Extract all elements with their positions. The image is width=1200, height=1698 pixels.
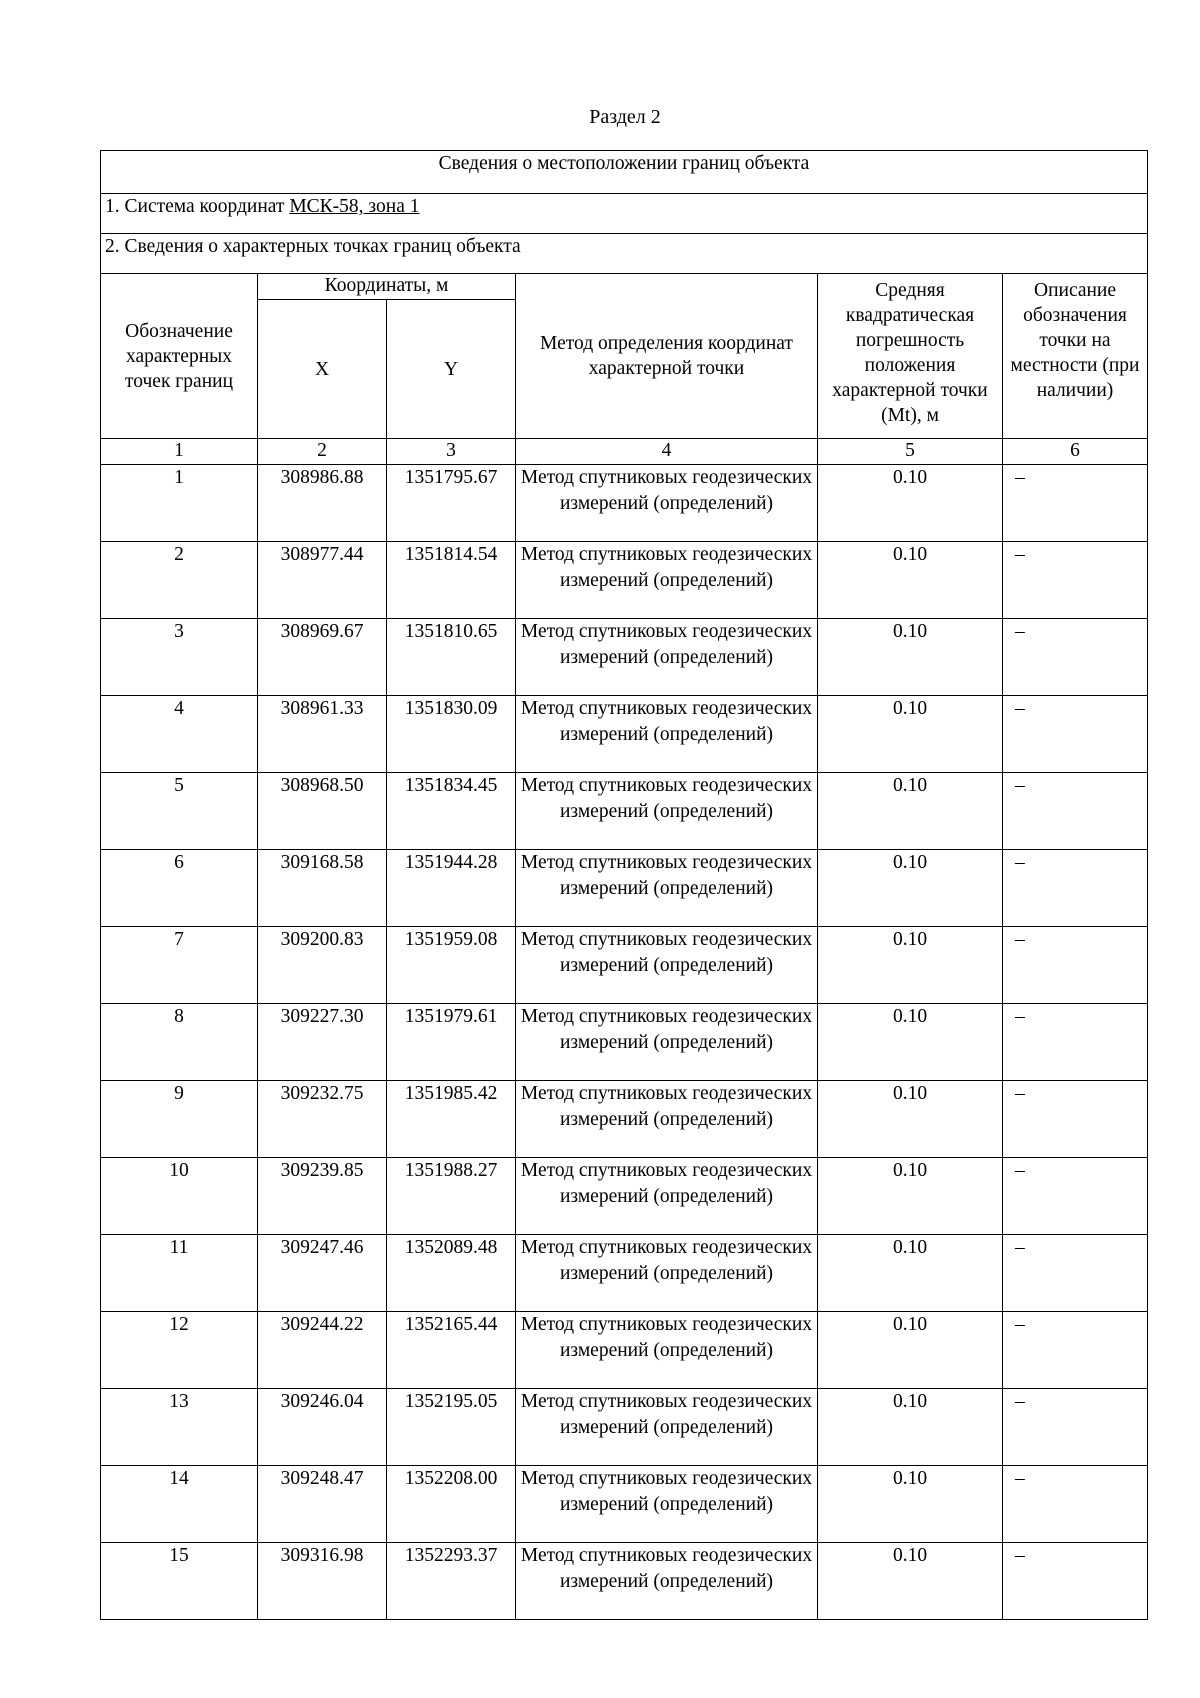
method-cell: Метод спутниковых геодезических измерений (определений) [516, 773, 818, 850]
point-number-cell: 9 [101, 1081, 258, 1158]
y-coordinate-cell: 1351814.54 [387, 542, 516, 619]
header-designation: Обозначение характерных точек границ [101, 274, 258, 439]
point-number-cell: 14 [101, 1466, 258, 1543]
description-cell: – [1003, 1543, 1148, 1620]
x-coordinate-cell: 309247.46 [258, 1235, 387, 1312]
x-coordinate-cell: 309316.98 [258, 1543, 387, 1620]
x-coordinate-cell: 309232.75 [258, 1081, 387, 1158]
table-row [101, 1466, 1148, 1543]
error-cell: 0.10 [818, 619, 1003, 696]
x-coordinate-cell: 308977.44 [258, 542, 387, 619]
error-cell: 0.10 [818, 1235, 1003, 1312]
x-coordinate-cell: 309248.47 [258, 1466, 387, 1543]
y-coordinate-cell: 1351795.67 [387, 465, 516, 542]
section-title: Раздел 2 [589, 106, 661, 128]
point-number-cell: 4 [101, 696, 258, 773]
y-coordinate-cell: 1351830.09 [387, 696, 516, 773]
y-coordinate-cell: 1351985.42 [387, 1081, 516, 1158]
header-x: X [258, 300, 387, 439]
description-cell: – [1003, 1158, 1148, 1235]
y-coordinate-cell: 1351959.08 [387, 927, 516, 1004]
point-number-cell: 15 [101, 1543, 258, 1620]
table-row [101, 1235, 1148, 1312]
method-cell: Метод спутниковых геодезических измерений (определений) [516, 927, 818, 1004]
table-row [101, 1081, 1148, 1158]
table-row [101, 619, 1148, 696]
method-cell: Метод спутниковых геодезических измерений (определений) [516, 850, 818, 927]
table-row [101, 1004, 1148, 1081]
table-row [101, 1389, 1148, 1466]
description-cell: – [1003, 1235, 1148, 1312]
description-cell: – [1003, 1312, 1148, 1389]
header-error: Средняя квадратическая погрешность положения характерной точки (Mt), м [818, 274, 1003, 439]
y-coordinate-cell: 1352293.37 [387, 1543, 516, 1620]
x-coordinate-cell: 309200.83 [258, 927, 387, 1004]
table-row [101, 465, 1148, 542]
table-row [101, 1543, 1148, 1620]
boundary-points-table [100, 150, 1148, 1620]
x-coordinate-cell: 309168.58 [258, 850, 387, 927]
y-coordinate-cell: 1351944.28 [387, 850, 516, 927]
x-coordinate-cell: 308986.88 [258, 465, 387, 542]
column-number: 6 [1003, 439, 1148, 465]
table-row [101, 696, 1148, 773]
error-cell: 0.10 [818, 542, 1003, 619]
x-coordinate-cell: 308968.50 [258, 773, 387, 850]
point-number-cell: 3 [101, 619, 258, 696]
description-cell: – [1003, 696, 1148, 773]
point-number-cell: 12 [101, 1312, 258, 1389]
method-cell: Метод спутниковых геодезических измерений (определений) [516, 1004, 818, 1081]
table-row [101, 773, 1148, 850]
column-number-row [101, 439, 1148, 465]
error-cell: 0.10 [818, 1466, 1003, 1543]
description-cell: – [1003, 1466, 1148, 1543]
x-coordinate-cell: 309239.85 [258, 1158, 387, 1235]
column-number: 1 [101, 439, 258, 465]
x-coordinate-cell: 309227.30 [258, 1004, 387, 1081]
description-cell: – [1003, 1081, 1148, 1158]
x-coordinate-cell: 309244.22 [258, 1312, 387, 1389]
method-cell: Метод спутниковых геодезических измерений (определений) [516, 1158, 818, 1235]
y-coordinate-cell: 1352195.05 [387, 1389, 516, 1466]
method-cell: Метод спутниковых геодезических измерений (определений) [516, 619, 818, 696]
error-cell: 0.10 [818, 1004, 1003, 1081]
column-number: 5 [818, 439, 1003, 465]
x-coordinate-cell: 308961.33 [258, 696, 387, 773]
error-cell: 0.10 [818, 1389, 1003, 1466]
point-number-cell: 2 [101, 542, 258, 619]
error-cell: 0.10 [818, 696, 1003, 773]
header-y: Y [387, 300, 516, 439]
error-cell: 0.10 [818, 773, 1003, 850]
coordinate-system-value: МСК-58, зона 1 [289, 196, 420, 217]
y-coordinate-cell: 1352208.00 [387, 1466, 516, 1543]
description-cell: – [1003, 1389, 1148, 1466]
header-method: Метод определения координат характерной точки [516, 274, 818, 439]
points-heading: 2. Сведения о характерных точках границ объекта [101, 234, 1148, 274]
coordinate-system-label: 1. Система координат [105, 196, 290, 217]
point-number-cell: 6 [101, 850, 258, 927]
table-row [101, 927, 1148, 1004]
point-number-cell: 1 [101, 465, 258, 542]
header-coordinates: Координаты, м [258, 274, 516, 300]
y-coordinate-cell: 1351810.65 [387, 619, 516, 696]
error-cell: 0.10 [818, 1312, 1003, 1389]
error-cell: 0.10 [818, 1158, 1003, 1235]
description-cell: – [1003, 542, 1148, 619]
column-number: 4 [516, 439, 818, 465]
description-cell: – [1003, 1004, 1148, 1081]
description-cell: – [1003, 773, 1148, 850]
column-number: 3 [387, 439, 516, 465]
method-cell: Метод спутниковых геодезических измерений (определений) [516, 1081, 818, 1158]
point-number-cell: 13 [101, 1389, 258, 1466]
point-number-cell: 5 [101, 773, 258, 850]
y-coordinate-cell: 1352165.44 [387, 1312, 516, 1389]
description-cell: – [1003, 850, 1148, 927]
description-cell: – [1003, 619, 1148, 696]
error-cell: 0.10 [818, 1543, 1003, 1620]
table-row [101, 1158, 1148, 1235]
error-cell: 0.10 [818, 465, 1003, 542]
table-row [101, 542, 1148, 619]
point-number-cell: 8 [101, 1004, 258, 1081]
coordinate-system-row [101, 194, 1148, 234]
x-coordinate-cell: 308969.67 [258, 619, 387, 696]
table-row [101, 1312, 1148, 1389]
point-number-cell: 11 [101, 1235, 258, 1312]
error-cell: 0.10 [818, 927, 1003, 1004]
column-number: 2 [258, 439, 387, 465]
y-coordinate-cell: 1351834.45 [387, 773, 516, 850]
x-coordinate-cell: 309246.04 [258, 1389, 387, 1466]
table-row [101, 850, 1148, 927]
method-cell: Метод спутниковых геодезических измерений (определений) [516, 1543, 818, 1620]
y-coordinate-cell: 1351988.27 [387, 1158, 516, 1235]
method-cell: Метод спутниковых геодезических измерений (определений) [516, 465, 818, 542]
error-cell: 0.10 [818, 850, 1003, 927]
method-cell: Метод спутниковых геодезических измерений (определений) [516, 1312, 818, 1389]
method-cell: Метод спутниковых геодезических измерений (определений) [516, 696, 818, 773]
description-cell: – [1003, 927, 1148, 1004]
table-title: Сведения о местоположении границ объекта [101, 151, 1148, 194]
point-number-cell: 10 [101, 1158, 258, 1235]
method-cell: Метод спутниковых геодезических измерений (определений) [516, 1235, 818, 1312]
y-coordinate-cell: 1351979.61 [387, 1004, 516, 1081]
point-number-cell: 7 [101, 927, 258, 1004]
y-coordinate-cell: 1352089.48 [387, 1235, 516, 1312]
method-cell: Метод спутниковых геодезических измерений (определений) [516, 1389, 818, 1466]
method-cell: Метод спутниковых геодезических измерений (определений) [516, 542, 818, 619]
header-description: Описание обозначения точки на местности (при наличии) [1003, 274, 1148, 439]
error-cell: 0.10 [818, 1081, 1003, 1158]
method-cell: Метод спутниковых геодезических измерений (определений) [516, 1466, 818, 1543]
description-cell: – [1003, 465, 1148, 542]
